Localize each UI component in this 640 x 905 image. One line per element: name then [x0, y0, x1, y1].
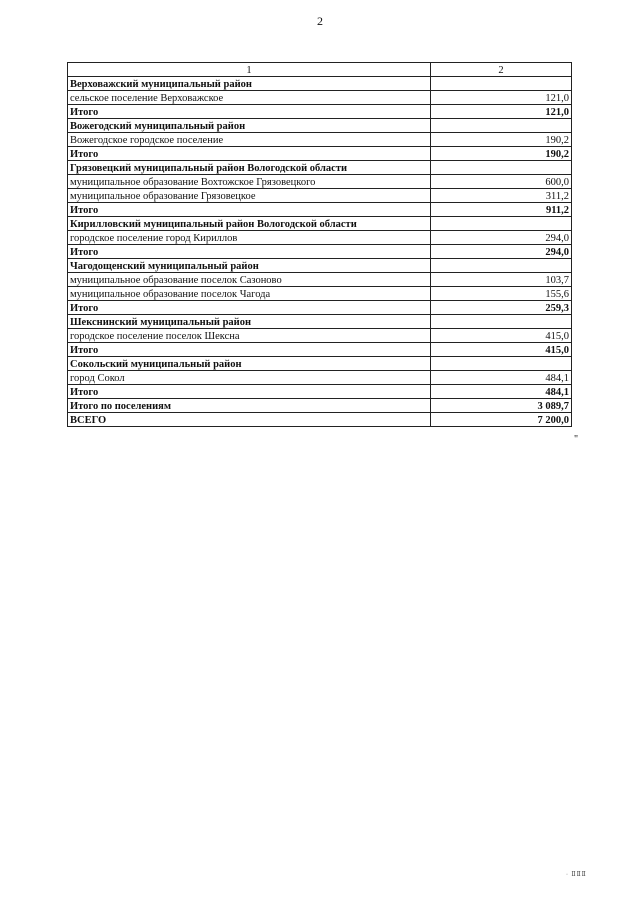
- table-row: [68, 329, 572, 343]
- total-row: [68, 105, 572, 119]
- row-name: Итого: [68, 105, 431, 119]
- district-row: [68, 161, 572, 175]
- district-row: [68, 357, 572, 371]
- row-name: муниципальное образование поселок Чагода: [68, 287, 431, 301]
- table-row: [68, 175, 572, 189]
- table-row: [68, 371, 572, 385]
- total-row: [68, 385, 572, 399]
- table-row: [68, 231, 572, 245]
- row-value: [430, 77, 571, 91]
- page-number: 2: [317, 14, 323, 28]
- row-value: 484,1: [430, 371, 571, 385]
- row-value: 415,0: [430, 329, 571, 343]
- row-name: Итого: [68, 245, 431, 259]
- row-name: Итого: [68, 301, 431, 315]
- row-value: [430, 161, 571, 175]
- row-name: городское поселение город Кириллов: [68, 231, 431, 245]
- district-row: [68, 259, 572, 273]
- row-name: сельское поселение Верховажское: [68, 91, 431, 105]
- row-value: 155,6: [430, 287, 571, 301]
- row-value: [430, 217, 571, 231]
- table-row: [68, 189, 572, 203]
- table-body: [68, 63, 572, 427]
- district-row: [68, 77, 572, 91]
- row-name: город Сокол: [68, 371, 431, 385]
- table-row: [68, 273, 572, 287]
- row-value: 294,0: [430, 231, 571, 245]
- row-value: 190,2: [430, 133, 571, 147]
- allocation-table: [67, 62, 572, 427]
- row-name: муниципальное образование Вохтожское Грязовецкого: [68, 175, 431, 189]
- row-value: 3 089,7: [430, 399, 571, 413]
- row-name: Итого: [68, 385, 431, 399]
- total-row: [68, 203, 572, 217]
- table-header-row: [68, 63, 572, 77]
- district-row: [68, 315, 572, 329]
- row-name: городское поселение поселок Шексна: [68, 329, 431, 343]
- total-row: [68, 147, 572, 161]
- district-row: [68, 119, 572, 133]
- row-name: ВСЕГО: [68, 413, 431, 427]
- row-name: Итого: [68, 203, 431, 217]
- row-value: 484,1: [430, 385, 571, 399]
- row-value: 121,0: [430, 105, 571, 119]
- closing-quote: ": [574, 434, 579, 445]
- row-name: Сокольский муниципальный район: [68, 357, 431, 371]
- row-name: муниципальное образование Грязовецкое: [68, 189, 431, 203]
- row-value: 103,7: [430, 273, 571, 287]
- row-name: Итого по поселениям: [68, 399, 431, 413]
- row-name: Шекснинский муниципальный район: [68, 315, 431, 329]
- row-name: Грязовецкий муниципальный район Вологодской области: [68, 161, 431, 175]
- row-value: [430, 315, 571, 329]
- row-value: 121,0: [430, 91, 571, 105]
- row-name: Кирилловский муниципальный район Вологодской области: [68, 217, 431, 231]
- table-row: [68, 91, 572, 105]
- row-value: 294,0: [430, 245, 571, 259]
- row-value: 311,2: [430, 189, 571, 203]
- grand-total-row: [68, 413, 572, 427]
- row-name: Итого: [68, 147, 431, 161]
- row-value: [430, 119, 571, 133]
- row-name: Чагодощенский муниципальный район: [68, 259, 431, 273]
- row-name: Вожегодское городское поселение: [68, 133, 431, 147]
- row-name: муниципальное образование поселок Сазоново: [68, 273, 431, 287]
- row-name: Вожегодский муниципальный район: [68, 119, 431, 133]
- row-value: [430, 259, 571, 273]
- row-value: 600,0: [430, 175, 571, 189]
- row-value: 190,2: [430, 147, 571, 161]
- footer-mark: · ⅡⅡⅡ: [566, 872, 587, 878]
- row-value: [430, 357, 571, 371]
- header-col-2: 2: [430, 63, 571, 77]
- total-row: [68, 245, 572, 259]
- district-row: [68, 217, 572, 231]
- table-row: [68, 133, 572, 147]
- row-name: Итого: [68, 343, 431, 357]
- row-value: 7 200,0: [430, 413, 571, 427]
- row-value: 259,3: [430, 301, 571, 315]
- total-row: [68, 301, 572, 315]
- row-value: 415,0: [430, 343, 571, 357]
- header-col-1: 1: [68, 63, 431, 77]
- grand-total-row: [68, 399, 572, 413]
- row-name: Верховажский муниципальный район: [68, 77, 431, 91]
- total-row: [68, 343, 572, 357]
- row-value: 911,2: [430, 203, 571, 217]
- table-row: [68, 287, 572, 301]
